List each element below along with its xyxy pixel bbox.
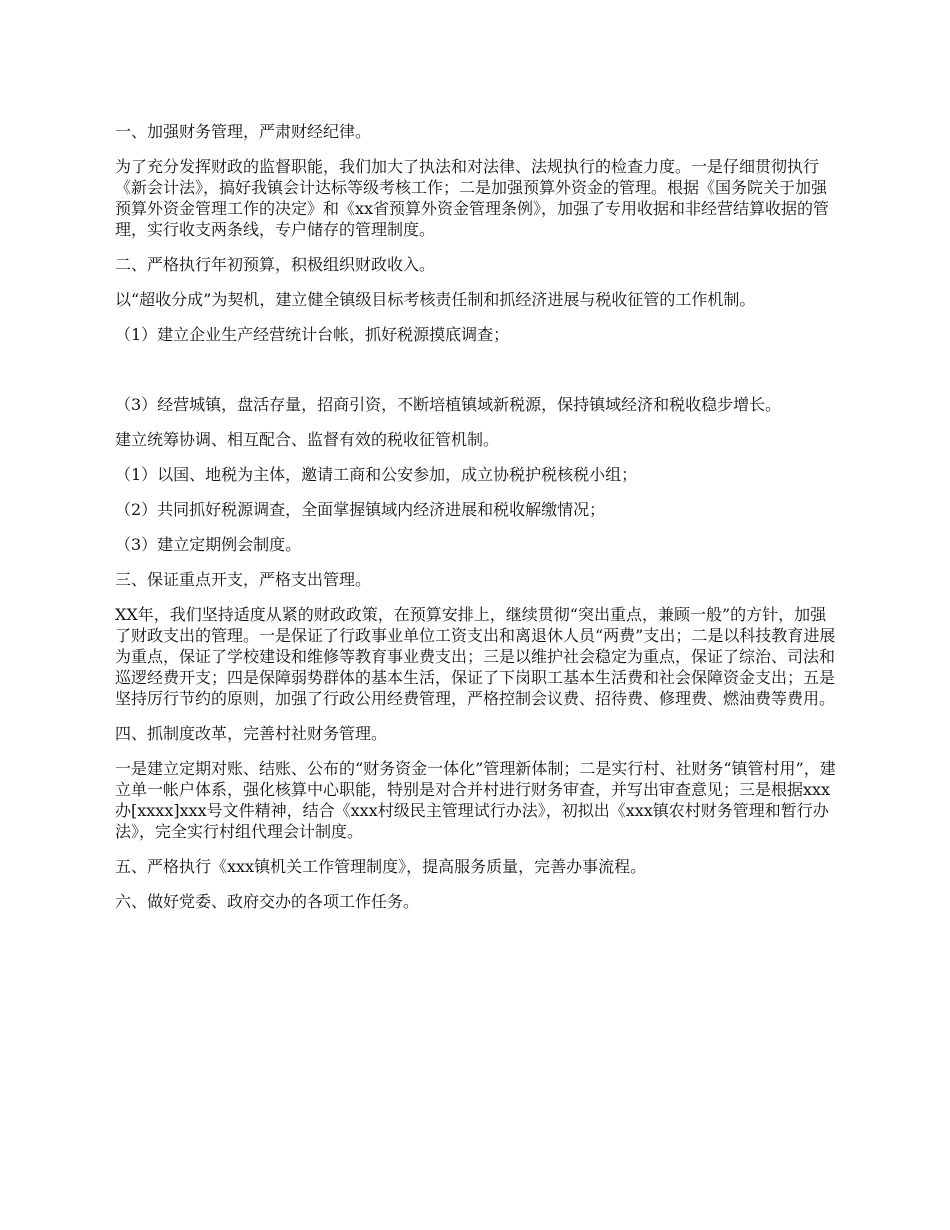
section-heading-5: 五、严格执行《xxx镇机关工作管理制度》，提高服务质量，完善办事流程。 [115, 857, 647, 876]
section-heading-1: 一、加强财务管理，严肃财经纪律。 [115, 122, 372, 141]
body-paragraph: 以“超收分成”为契机，建立健全镇级目标考核责任制和抓经济进展与税收征管的工作机制。 [115, 290, 756, 309]
list-item: （3）经营城镇，盘活存量，招商引资，不断培植镇域新税源，保持镇域经济和税收稳步增长。 [115, 395, 782, 414]
list-item: （3）建立定期例会制度。 [115, 535, 302, 554]
list-item: （2）共同抓好税源调查，全面掌握镇域内经济进展和税收解缴情况； [115, 500, 606, 519]
list-item: （1）以国、地税为主体，邀请工商和公安参加，成立协税护税核税小组； [115, 465, 638, 484]
section-heading-6: 六、做好党委、政府交办的各项工作任务。 [115, 892, 420, 911]
section-heading-4: 四、抓制度改革，完善村社财务管理。 [115, 724, 388, 743]
section-heading-3: 三、保证重点开支，严格支出管理。 [115, 570, 372, 589]
body-paragraph: XX年，我们坚持适度从紧的财政政策，在预算安排上，继续贯彻“突出重点，兼顾一般”的方针，加强了财政支出的管理。一是保证了行政事业单位工资支出和离退休人员“两费”支出；二是以科技教育进展为重点，保证了学校建设和维修等教育事业费支出；三是以维护社会稳定为重点，保证了综治、司法和巡逻经费开支；四是保障弱势群体的基本生活，保证了下岗职工基本生活费和社会保障资金支出；五是坚持厉行节约的原则，加强了行政公用经费管理，严格控制会议费、招待费、修理费、燃油费等费用。 [115, 605, 836, 708]
body-paragraph: 一是建立定期对账、结账、公布的“财务资金一体化”管理新体制；二是实行村、社财务“镇管村用”，建立单一帐户体系，强化核算中心职能，特别是对合并村进行财务审查，并写出审查意见；三是根据xxx办[xxxx]xxx号文件精神，结合《xxx村级民主管理试行办法》，初拟出《xxx镇农村财务管理和暂行办法》，完全实行村组代理会计制度。 [115, 759, 836, 841]
body-paragraph: 建立统筹协调、相互配合、监督有效的税收征管机制。 [115, 430, 500, 449]
blank-gap [115, 359, 840, 394]
list-item: （1）建立企业生产经营统计台帐，抓好税源摸底调查； [115, 325, 510, 344]
section-heading-2: 二、严格执行年初预算，积极组织财政收入。 [115, 255, 436, 274]
body-paragraph: 为了充分发挥财政的监督职能，我们加大了执法和对法律、法规执行的检查力度。一是仔细贯彻执行《新会计法》，搞好我镇会计达标等级考核工作；二是加强预算外资金的管理。根据《国务院关于加强预算外资金管理工作的决定》和《xx省预算外资金管理条例》，加强了专用收据和非经营结算收据的管理，实行收支两条线，专户储存的管理制度。 [115, 157, 830, 239]
document-body [115, 121, 840, 926]
